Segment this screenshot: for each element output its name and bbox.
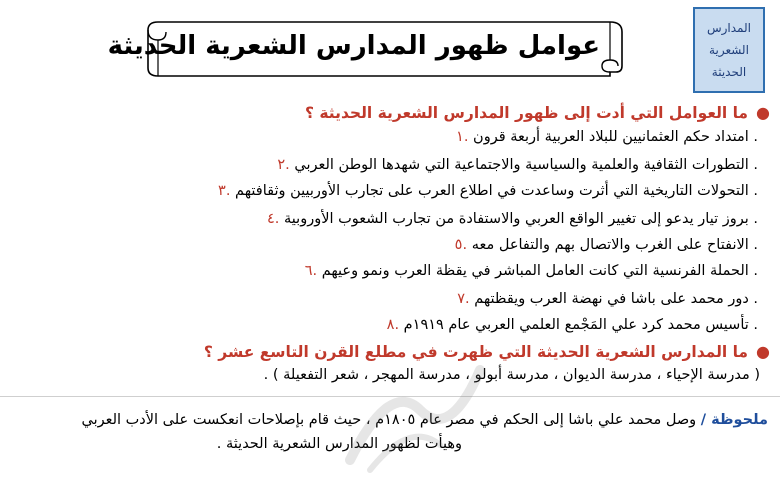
item-text: التطورات الثقافية والعلمية والسياسية والاجتماعية التي شهدها الوطن العربي . [294, 157, 758, 173]
list-item [446, 124, 758, 150]
item-text: دور محمد على باشا في نهضة العرب ويقظتهم . [474, 291, 758, 307]
item-text: الانفتاح على الغرب والاتصال بهم والتفاعل معه . [471, 237, 758, 253]
question-1-text: ما العوامل التي أدت إلى ظهور المدارس الشعرية الحديثة ؟ [305, 104, 749, 122]
schools-list: ( مدرسة الإحياء ، مدرسة الديوان ، مدرسة أبولو ، مدرسة المهجر ، شعر التفعيلة ) . [263, 367, 760, 383]
list-item [208, 178, 758, 204]
title-banner [107, 16, 630, 82]
bullet-icon: ● [756, 342, 770, 361]
side-label-line-3: الحديثة [711, 65, 747, 79]
item-number: ٧. [457, 291, 470, 307]
list-item [377, 312, 758, 338]
item-number: ٥. [454, 237, 468, 253]
item-text: التحولات التاريخية التي أثرت وساعدت في اطلاع العرب على تجارب الأوربيين وثقافتهم . [235, 183, 758, 199]
item-text: تأسيس محمد كرد علي المَجْمع العلمي العربي عام ١٩١٩م . [403, 317, 758, 333]
side-label-box [693, 7, 765, 93]
question-2-text: ما المدارس الشعرية الحديثة التي ظهرت في مطلع القرن التاسع عشر ؟ [203, 343, 749, 361]
item-number: ٣. [218, 183, 231, 199]
item-text: بروز تيار يدعو إلى تغيير الواقع العربي والاستفادة من تجارب الشعوب الأوروبية . [284, 211, 758, 227]
note-line-2: وهيأت لظهور المدارس الشعرية الحديثة . [216, 436, 462, 452]
note-line-1: وصل محمد علي باشا إلى الحكم في مصر عام ١٨٠٥م ، حيث قام بإصلاحات انعكست على الأدب العربي [81, 412, 697, 428]
list-item [445, 232, 758, 258]
list-item [268, 152, 758, 178]
item-number: ١. [456, 129, 469, 145]
item-number: ٦. [304, 263, 318, 279]
watermark-icon [330, 350, 500, 480]
item-number: ٢. [277, 157, 290, 173]
item-text: الحملة الفرنسية التي كانت العامل المباشر في يقظة العرب ونمو وعيهم . [321, 263, 758, 279]
item-number: ٤. [267, 211, 280, 227]
page-title: عوامل ظهور المدارس الشعرية الحديثة [107, 31, 600, 61]
item-number: ٨. [386, 317, 400, 333]
note-label: ملحوظة / [700, 412, 768, 428]
item-text: امتداد حكم العثمانيين للبلاد العربية أربعة قرون . [473, 129, 758, 145]
side-label-line-1: المدارس [706, 21, 751, 35]
list-item [448, 286, 758, 312]
side-label-line-2: الشعرية [709, 43, 749, 57]
list-item [257, 206, 758, 232]
list-item [295, 258, 758, 284]
bullet-icon: ● [756, 103, 770, 122]
question-1 [305, 101, 770, 125]
